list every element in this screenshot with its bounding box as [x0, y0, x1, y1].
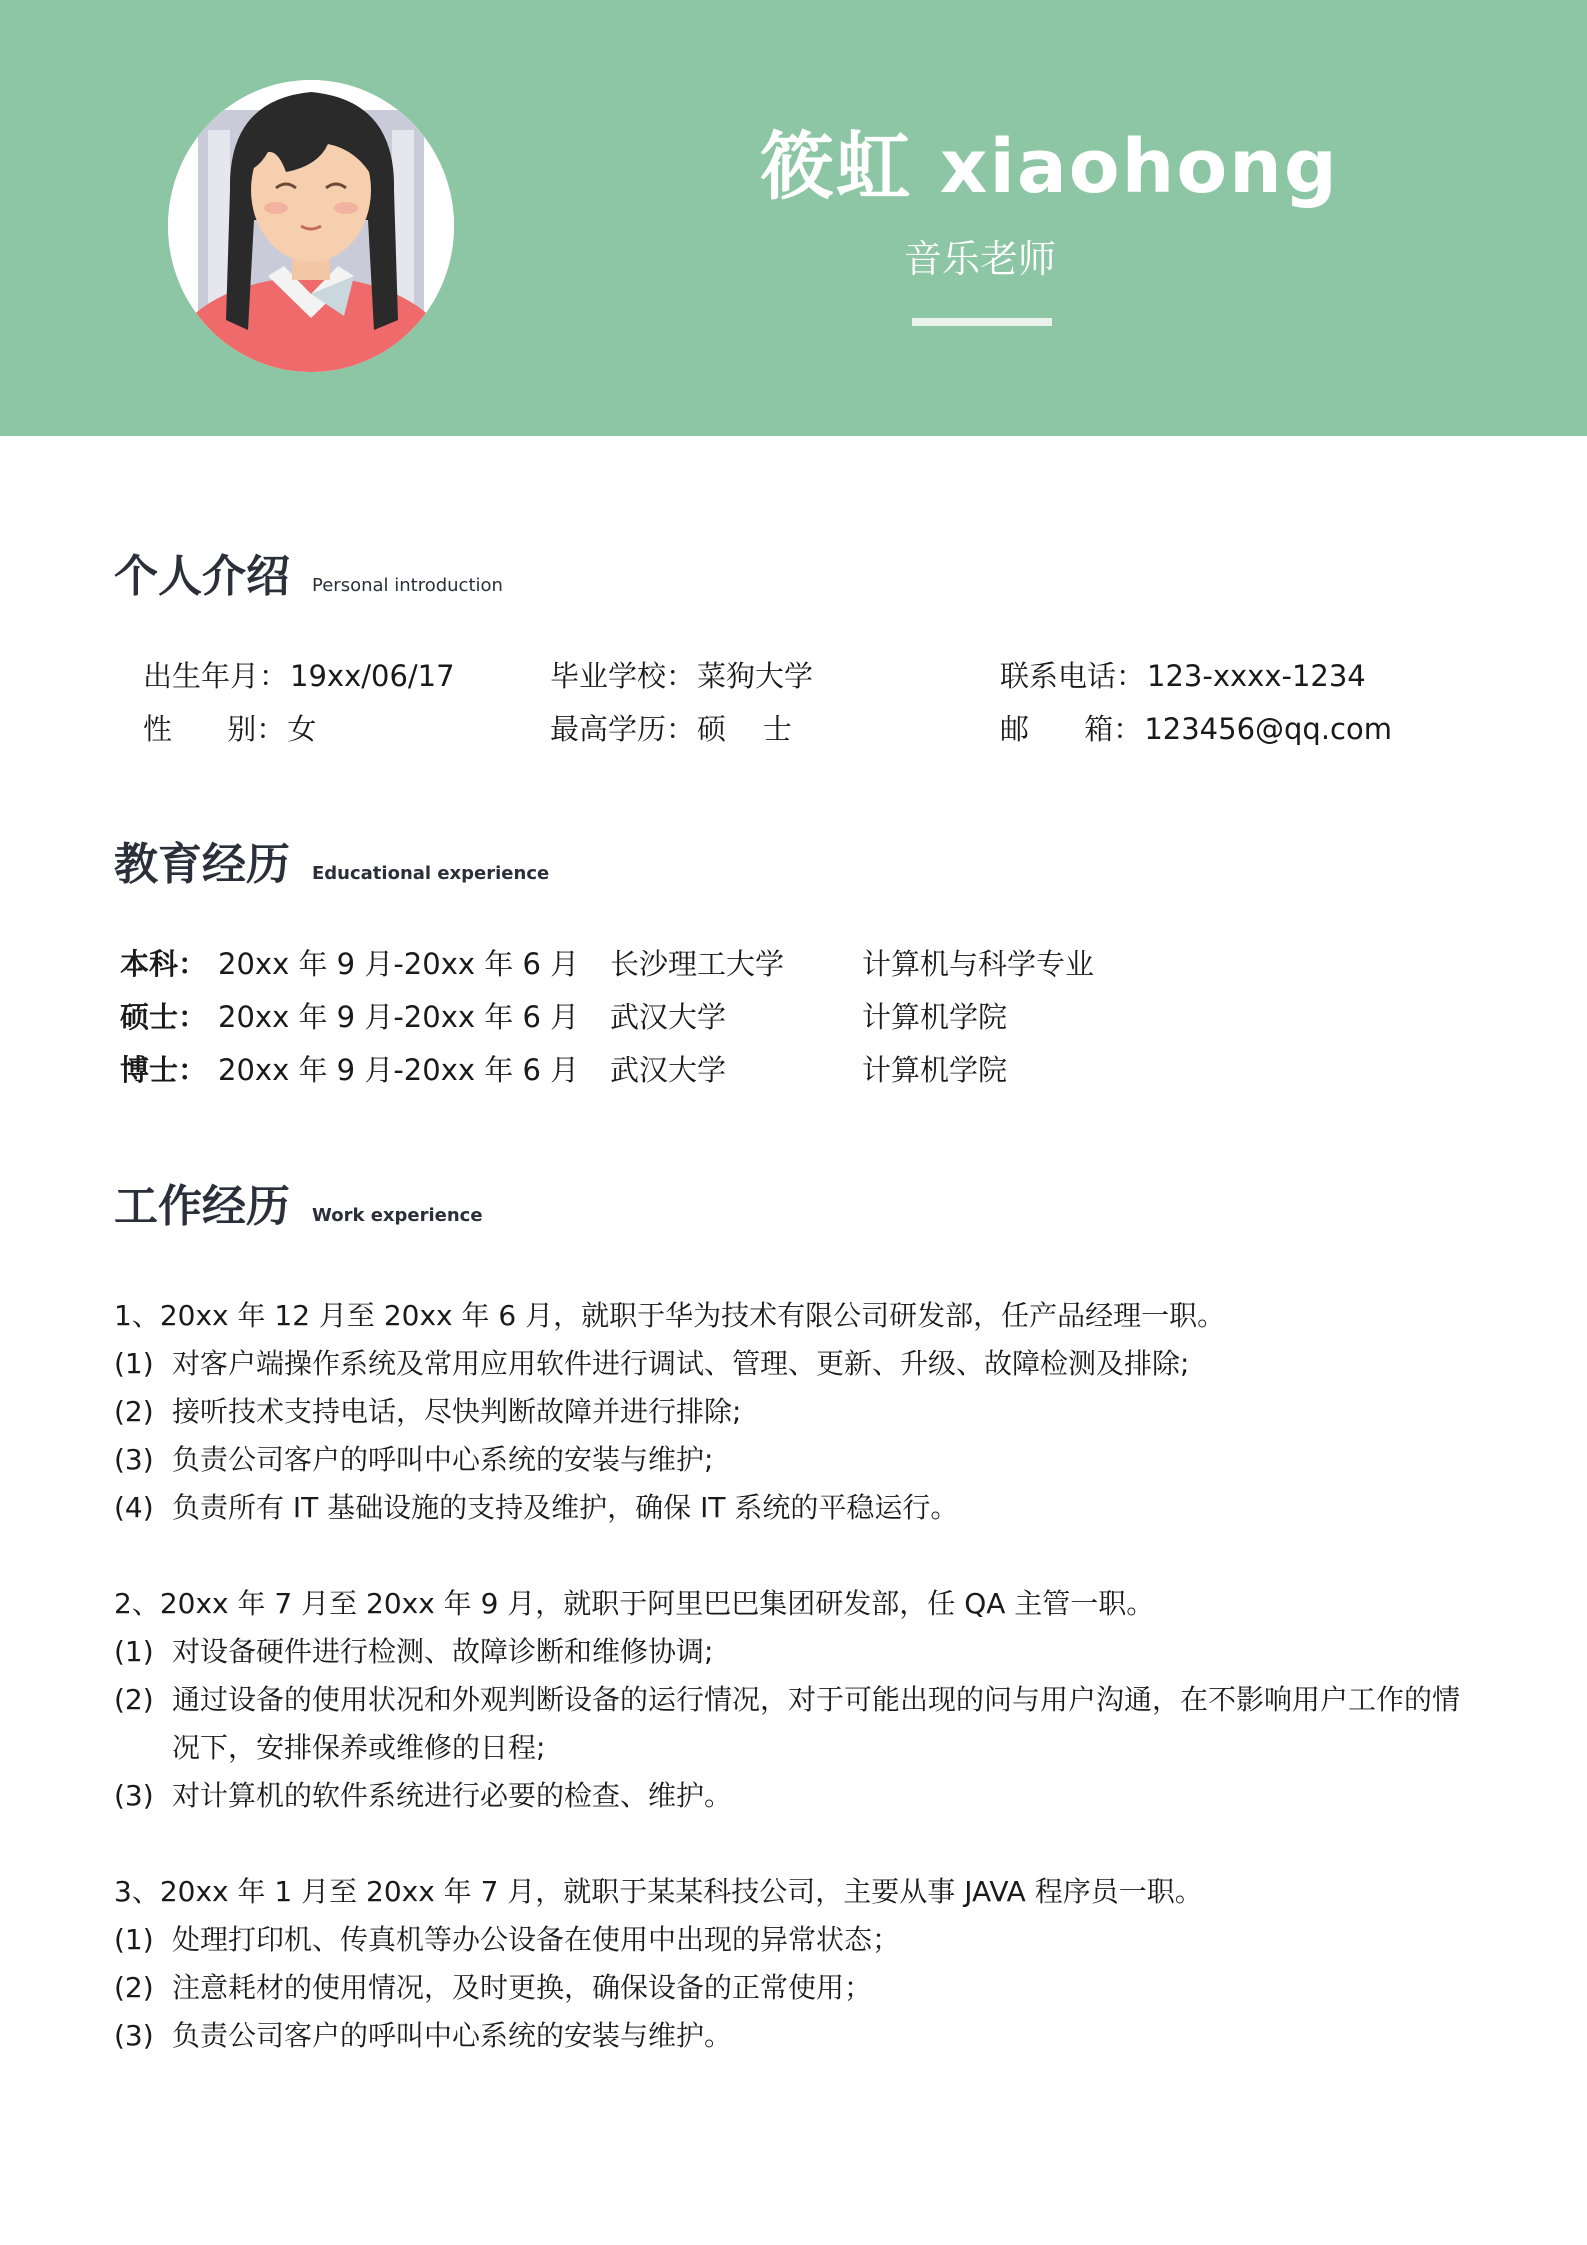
education-title-cn: 教育经历 [114, 839, 290, 890]
field-label: 性 别： [143, 712, 286, 746]
duty-number: (3) [114, 2019, 154, 2052]
job-duty [114, 1964, 1474, 2012]
field-label: 邮 箱： [1000, 712, 1143, 746]
job-duty [114, 1340, 1474, 1388]
duty-number: (2) [114, 1683, 154, 1716]
edu-major: 计算机学院 [862, 1053, 1008, 1087]
duty-text: 对设备硬件进行检测、故障诊断和维修协调; [172, 1635, 714, 1668]
header-divider [912, 318, 1052, 326]
section-title-education [114, 828, 549, 892]
duty-text: 对客户端操作系统及常用应用软件进行调试、管理、更新、升级、故障检测及排除; [172, 1347, 1190, 1380]
field-label: 最高学历： [550, 712, 696, 746]
field-label: 毕业学校： [550, 659, 696, 693]
education-row [0, 1048, 1587, 1088]
edu-school: 长沙理工大学 [610, 947, 785, 981]
job-duty [114, 1484, 1474, 1532]
job-duty [114, 1388, 1474, 1436]
intro-field-birth [143, 654, 455, 695]
field-label: 联系电话： [1000, 659, 1146, 693]
duty-text: 负责公司客户的呼叫中心系统的安装与维护。 [172, 2019, 733, 2052]
job-duty [114, 1676, 1474, 1772]
education-row [0, 942, 1587, 982]
duty-number: (3) [114, 1443, 154, 1476]
duty-number: (1) [114, 1923, 154, 1956]
duty-text: 接听技术支持电话，尽快判断故障并进行排除; [172, 1395, 742, 1428]
intro-title-en: Personal introduction [312, 575, 503, 596]
field-value: 123-xxxx-1234 [1147, 659, 1366, 693]
edu-degree: 本科： [120, 947, 208, 981]
intro-field-degree [550, 707, 792, 748]
section-title-intro [114, 540, 503, 604]
header-banner [0, 0, 1587, 436]
field-value: 硕 士 [697, 712, 792, 746]
job-heading: 3、20xx 年 1 月至 20xx 年 7 月，就职于某某科技公司，主要从事 JAVA 程序员一职。 [114, 1875, 1203, 1908]
job-duty [114, 1772, 1474, 1820]
duty-text: 处理打印机、传真机等办公设备在使用中出现的异常状态； [172, 1923, 901, 1956]
avatar-illustration [168, 80, 454, 372]
duty-text: 负责所有 IT 基础设施的支持及维护，确保 IT 系统的平稳运行。 [172, 1491, 959, 1524]
work-title-cn: 工作经历 [114, 1181, 290, 1232]
duty-text: 通过设备的使用状况和外观判断设备的运行情况，对于可能出现的问与用户沟通，在不影响用户工作的情况下，安排保养或维修的日程; [172, 1683, 1461, 1764]
duty-number: (3) [114, 1779, 154, 1812]
intro-field-phone [1000, 654, 1366, 695]
edu-major: 计算机学院 [862, 1000, 1008, 1034]
duty-text: 负责公司客户的呼叫中心系统的安装与维护; [172, 1443, 714, 1476]
job-heading: 1、20xx 年 12 月至 20xx 年 6 月，就职于华为技术有限公司研发部，任产品经理一职。 [114, 1299, 1226, 1332]
job-duty [114, 1628, 1474, 1676]
section-title-work [114, 1170, 483, 1234]
field-label: 出生年月： [143, 659, 289, 693]
edu-period: 20xx 年 9 月-20xx 年 6 月 [218, 1053, 580, 1087]
duty-number: (1) [114, 1347, 154, 1380]
edu-degree: 硕士： [120, 1000, 208, 1034]
job-heading: 2、20xx 年 7 月至 20xx 年 9 月，就职于阿里巴巴集团研发部，任 QA 主管一职。 [114, 1587, 1155, 1620]
duty-number: (2) [114, 1395, 154, 1428]
job-duty [114, 2012, 1474, 2060]
job-title: 音乐老师 [903, 237, 1056, 281]
job-entry [114, 1868, 1474, 2060]
field-value: 123456@qq.com [1144, 712, 1392, 746]
work-list [114, 1292, 1474, 2108]
job-duty [114, 1916, 1474, 1964]
edu-school: 武汉大学 [610, 1053, 727, 1087]
field-value: 女 [287, 712, 317, 746]
intro-title-cn: 个人介绍 [114, 551, 290, 602]
intro-row [0, 707, 1587, 747]
intro-row [0, 654, 1587, 694]
work-title-en: Work experience [312, 1205, 483, 1226]
duty-number: (4) [114, 1491, 154, 1524]
duty-number: (2) [114, 1971, 154, 2004]
avatar [168, 80, 454, 372]
edu-school: 武汉大学 [610, 1000, 727, 1034]
duty-text: 对计算机的软件系统进行必要的检查、维护。 [172, 1779, 733, 1812]
education-title-en: Educational experience [312, 863, 550, 884]
intro-field-gender [143, 707, 316, 748]
field-value: 菜狗大学 [697, 659, 814, 693]
edu-degree: 博士： [120, 1053, 208, 1087]
edu-major: 计算机与科学专业 [862, 947, 1095, 981]
edu-period: 20xx 年 9 月-20xx 年 6 月 [218, 947, 580, 981]
job-entry [114, 1292, 1474, 1532]
duty-text: 注意耗材的使用情况，及时更换，确保设备的正常使用； [172, 1971, 873, 2004]
duty-number: (1) [114, 1635, 154, 1668]
edu-period: 20xx 年 9 月-20xx 年 6 月 [218, 1000, 580, 1034]
field-value: 19xx/06/17 [290, 659, 455, 693]
intro-field-school [550, 654, 813, 695]
intro-field-email [1000, 707, 1392, 748]
person-name: 筱虹 xiaohong [760, 124, 1339, 210]
education-row [0, 995, 1587, 1035]
job-entry [114, 1580, 1474, 1820]
job-duty [114, 1436, 1474, 1484]
